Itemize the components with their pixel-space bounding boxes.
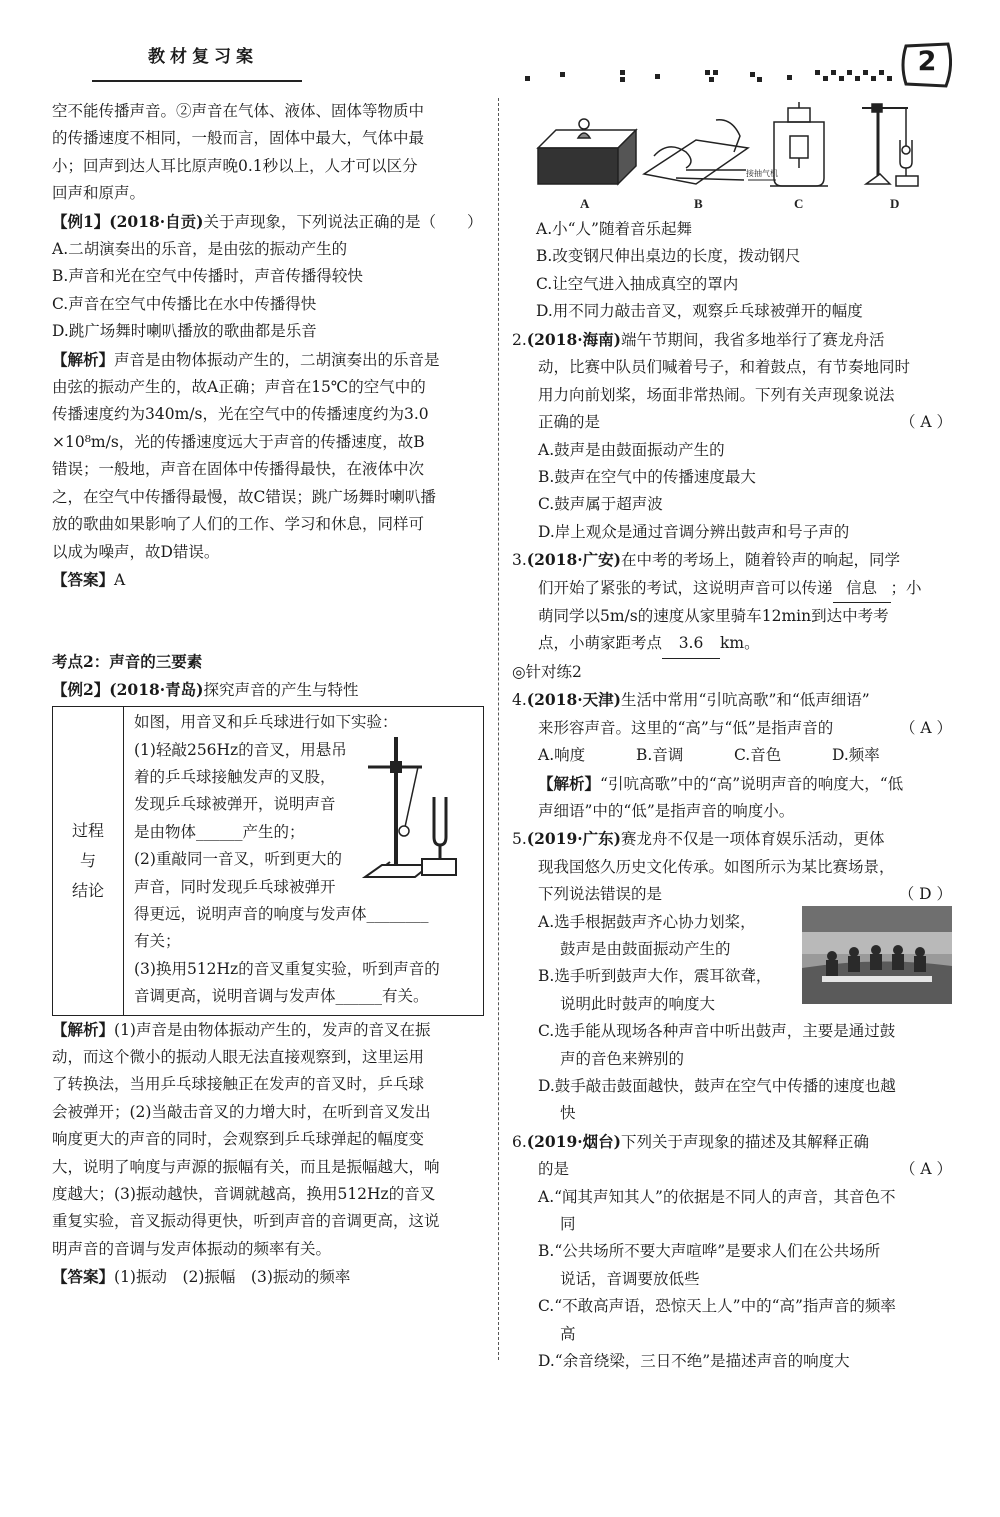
- analysis-line: 放的歌曲如果影响了人们的工作、学习和休息，同样可: [52, 515, 425, 534]
- q6-option: C.“不敢高声语，恐惊天上人”中的“高”指声音的频率: [538, 1297, 896, 1316]
- figure-label-c: C: [794, 196, 804, 211]
- example-2-answer: 【答案】(1)振动 (2)振幅 (3)振动的频率: [52, 1267, 351, 1287]
- figure-b-ruler: [644, 120, 748, 184]
- q5-option-cont: 快: [560, 1104, 576, 1123]
- q4-analysis-line: 声细语”中的“低”是指声音的响度小。: [538, 801, 795, 820]
- table-line: 如图，用音叉和乒乓球进行如下实验：: [134, 713, 398, 732]
- analysis-line: ×10⁸m/s，光的传播速度远大于声音的传播速度，故B: [52, 432, 425, 451]
- practice-heading: ◎针对练2: [512, 662, 582, 681]
- q2-stem-last: 正确的是 （ A ）: [538, 413, 952, 432]
- q5-stem-line: 现我国悠久历史文化传承。如图所示为某比赛场景，: [538, 857, 895, 876]
- q5-option-cont: 说明此时鼓声的响度大: [560, 994, 716, 1013]
- q5-stem-last: 下列说法错误的是 （ D ）: [538, 885, 952, 904]
- table-line: 音调更高，说明音调与发声体______有关。: [134, 987, 429, 1006]
- table-line: 发现乒乓球被弹开，说明声音: [134, 795, 336, 814]
- example-1-option: B.声音和光在空气中传播时，声音传播得较快: [52, 267, 363, 286]
- q2-option: B.鼓声在空气中的传播速度最大: [538, 468, 756, 487]
- q3-answer-blank-2: 3.6: [662, 630, 720, 658]
- q6-option: B.“公共场所不要大声喧哗”是要求人们在公共场所: [538, 1242, 881, 1261]
- q2-stem-line: 动，比赛中队员们喊着号子，和着鼓点，有节奏地同时: [538, 358, 911, 377]
- table-line: 声音，同时发现乒乓球被弹开: [134, 877, 336, 896]
- q5-option: D.鼓手敲击鼓面越快，鼓声在空气中传播的速度也越: [538, 1076, 896, 1095]
- table-line: 得更远，说明声音的响度与发声体________: [134, 904, 429, 923]
- q2-option: A.鼓声是由鼓面振动产生的: [538, 440, 725, 459]
- analysis-line: 错误；一般地，声音在固体中传播得最快，在液体中次: [52, 460, 425, 479]
- figure-label-d: D: [890, 196, 900, 211]
- table-line: 是由物体______产生的；: [134, 822, 305, 841]
- left-column: [52, 98, 484, 1292]
- q1-options: [536, 216, 956, 326]
- tuning-fork-apparatus-figure: [360, 727, 460, 887]
- q3-answer-blank-1: 信息: [833, 575, 891, 603]
- topic-2-heading: 考点2：声音的三要素: [52, 652, 203, 672]
- example-1-question: 【例1】(2018·自贡)关于声现象，下列说法正确的是（ ）: [52, 211, 483, 231]
- header-rule: [92, 80, 302, 82]
- q5-option: C.选手能从现场各种声音中听出鼓声，主要是通过鼓: [538, 1022, 896, 1041]
- q6-option-cont: 说话，音调要放低些: [560, 1269, 700, 1288]
- column-divider: [498, 98, 499, 1360]
- intro-line: 回声和原声。: [52, 184, 146, 203]
- example-1-analysis: 【解析】声音是由物体振动产生的，二胡演奏出的乐音是: [52, 349, 440, 369]
- q6-option: D.“余音绕梁，三日不绝”是描述声音的响度大: [538, 1352, 850, 1371]
- q3-line: 点，小萌家距考点 3.6 km。: [512, 630, 952, 658]
- q6-option: A.“闻其声知其人”的依据是不同人的声音，其音色不: [538, 1187, 896, 1206]
- table-line: 有关；: [134, 932, 181, 951]
- analysis-line: 大，说明了响度与声源的振幅有关，而且是振幅越大，响: [52, 1157, 440, 1176]
- figure-label-a: A: [580, 196, 590, 211]
- dragon-boat-photo: [802, 906, 952, 1004]
- q4-options: A.响度 B.音调 C.音色 D.频率: [538, 746, 880, 765]
- q6-stem-last: 的是 （ A ）: [538, 1160, 952, 1179]
- example-1-option: C.声音在空气中传播比在水中传播得快: [52, 294, 317, 313]
- analysis-line: 之，在空气中传播得最慢，故C错误；跳广场舞时喇叭播: [52, 487, 436, 506]
- q6-option-cont: 同: [560, 1215, 576, 1233]
- example-1-option: A.二胡演奏出的乐音，是由弦的振动产生的: [52, 240, 348, 259]
- analysis-line: 由弦的振动产生的，故A正确；声音在15℃的空气中的: [52, 378, 426, 397]
- q4-analysis: 【解析】“引吭高歌”中的“高”说明声音的响度大，“低: [538, 773, 904, 793]
- q2-option: C.鼓声属于超声波: [538, 495, 663, 514]
- analysis-line: 传播速度约为340m/s，光在空气中的传播速度约为3.0: [52, 405, 429, 424]
- example-1-option: D.跳广场舞时喇叭播放的歌曲都是乐音: [52, 322, 317, 341]
- q5-option-cont: 声的音色来辨别的: [560, 1049, 685, 1068]
- figure-a-speaker: [538, 119, 636, 184]
- example-1-answer: 【答案】A: [52, 569, 126, 589]
- q3-line: 萌同学以5m/s的速度从家里骑车12min到达中考考: [538, 607, 889, 626]
- q4-stem: 4.(2018·天津)生活中常用“引吭高歌”和“低声细语”: [512, 690, 870, 710]
- q1-option: A.小“人”随着音乐起舞: [536, 220, 692, 238]
- example-2-title: 【例2】(2018·青岛)探究声音的产生与特性: [52, 679, 359, 699]
- sound-experiments-figure: [536, 100, 946, 215]
- q5-option: B.选手听到鼓声大作，震耳欲聋，: [538, 967, 772, 986]
- q2-option: D.岸上观众是通过音调分辨出鼓声和号子声的: [538, 522, 850, 541]
- q1-option: C.让空气进入抽成真空的罩内: [536, 274, 739, 293]
- analysis-line: 会被弹开；(2)当敲击音叉的力增大时，在听到音叉发出: [52, 1102, 431, 1121]
- analysis-line: 度越大；(3)振动越快，音调就越高，换用512Hz的音叉: [52, 1185, 436, 1204]
- experiment-table-body: [124, 707, 484, 1015]
- analysis-line: 了转换法，当用乒乓球接触正在发声的音叉时，乒乓球: [52, 1075, 425, 1094]
- header-dot-pattern: [525, 70, 905, 82]
- q6-option-cont: 高: [560, 1324, 576, 1343]
- figure-label-b: B: [694, 196, 703, 211]
- figure-pump-label: 接抽气机: [746, 169, 778, 178]
- example-2-analysis: 【解析】(1)声音是由物体振动产生的，发声的音叉在振: [52, 1019, 431, 1039]
- intro-line: 的传播速度不相同，一般而言，固体中最大，气体中最: [52, 129, 425, 148]
- table-line: (3)换用512Hz的音叉重复实验，听到声音的: [134, 959, 440, 978]
- analysis-line: 明声音的音调与发声体振动的频率有关。: [52, 1239, 332, 1258]
- analysis-line: 重复实验，音叉振动得更快，听到声音的音调更高，这说: [52, 1212, 440, 1231]
- experiment-table: [52, 706, 484, 1015]
- right-column: [512, 326, 952, 1375]
- table-line: (1)轻敲256Hz的音叉，用悬吊: [134, 740, 347, 759]
- analysis-line: 动，而这个微小的振动人眼无法直接观察到，这里运用: [52, 1048, 425, 1066]
- q5-stem: 5.(2019·广东)赛龙舟不仅是一项体育娱乐活动，更体: [512, 829, 885, 849]
- q2-stem-line: 用力向前划桨，场面非常热闹。下列有关声现象说法: [538, 385, 895, 404]
- header-title: 教材复习案: [148, 47, 258, 67]
- table-line: 着的乒乓球接触发声的叉股，: [134, 767, 336, 786]
- q2-stem: 2.(2018·海南)端午节期间，我省多地举行了赛龙舟活: [512, 330, 885, 349]
- experiment-table-label: 过程 与 结论: [53, 707, 124, 1015]
- q1-option: D.用不同力敲击音叉，观察乒乓球被弹开的幅度: [536, 302, 863, 321]
- q1-option: B.改变钢尺伸出桌边的长度，拨动钢尺: [536, 247, 801, 266]
- analysis-line: 以成为噪声，故D错误。: [52, 542, 220, 561]
- analysis-line: 响度更大的声音的同时，会观察到乒乓球弹起的幅度变: [52, 1130, 425, 1149]
- intro-line: 空不能传播声音。②声音在气体、液体、固体等物质中: [52, 102, 425, 120]
- figure-d-fork-stand: [862, 104, 918, 186]
- q3-stem: 3.(2018·广安)在中考的考场上，随着铃声的响起，同学: [512, 550, 901, 570]
- page-number: 2: [917, 46, 937, 77]
- table-line: (2)重敲同一音叉，听到更大的: [134, 850, 342, 869]
- q4-stem-line: 来形容声音。这里的“高”与“低”是指声音的 （ A ）: [538, 718, 952, 737]
- intro-line: 小；回声到达人耳比原声晚0.1秒以上，人才可以区分: [52, 156, 418, 175]
- q6-stem: 6.(2019·烟台)下列关于声现象的描述及其解释正确: [512, 1131, 870, 1151]
- q5-option-cont: 鼓声是由鼓面振动产生的: [560, 939, 731, 958]
- q3-line: 们开始了紧张的考试，这说明声音可以传递 信息 ；小: [512, 575, 952, 603]
- q5-option: A.选手根据鼓声齐心协力划桨，: [538, 912, 756, 931]
